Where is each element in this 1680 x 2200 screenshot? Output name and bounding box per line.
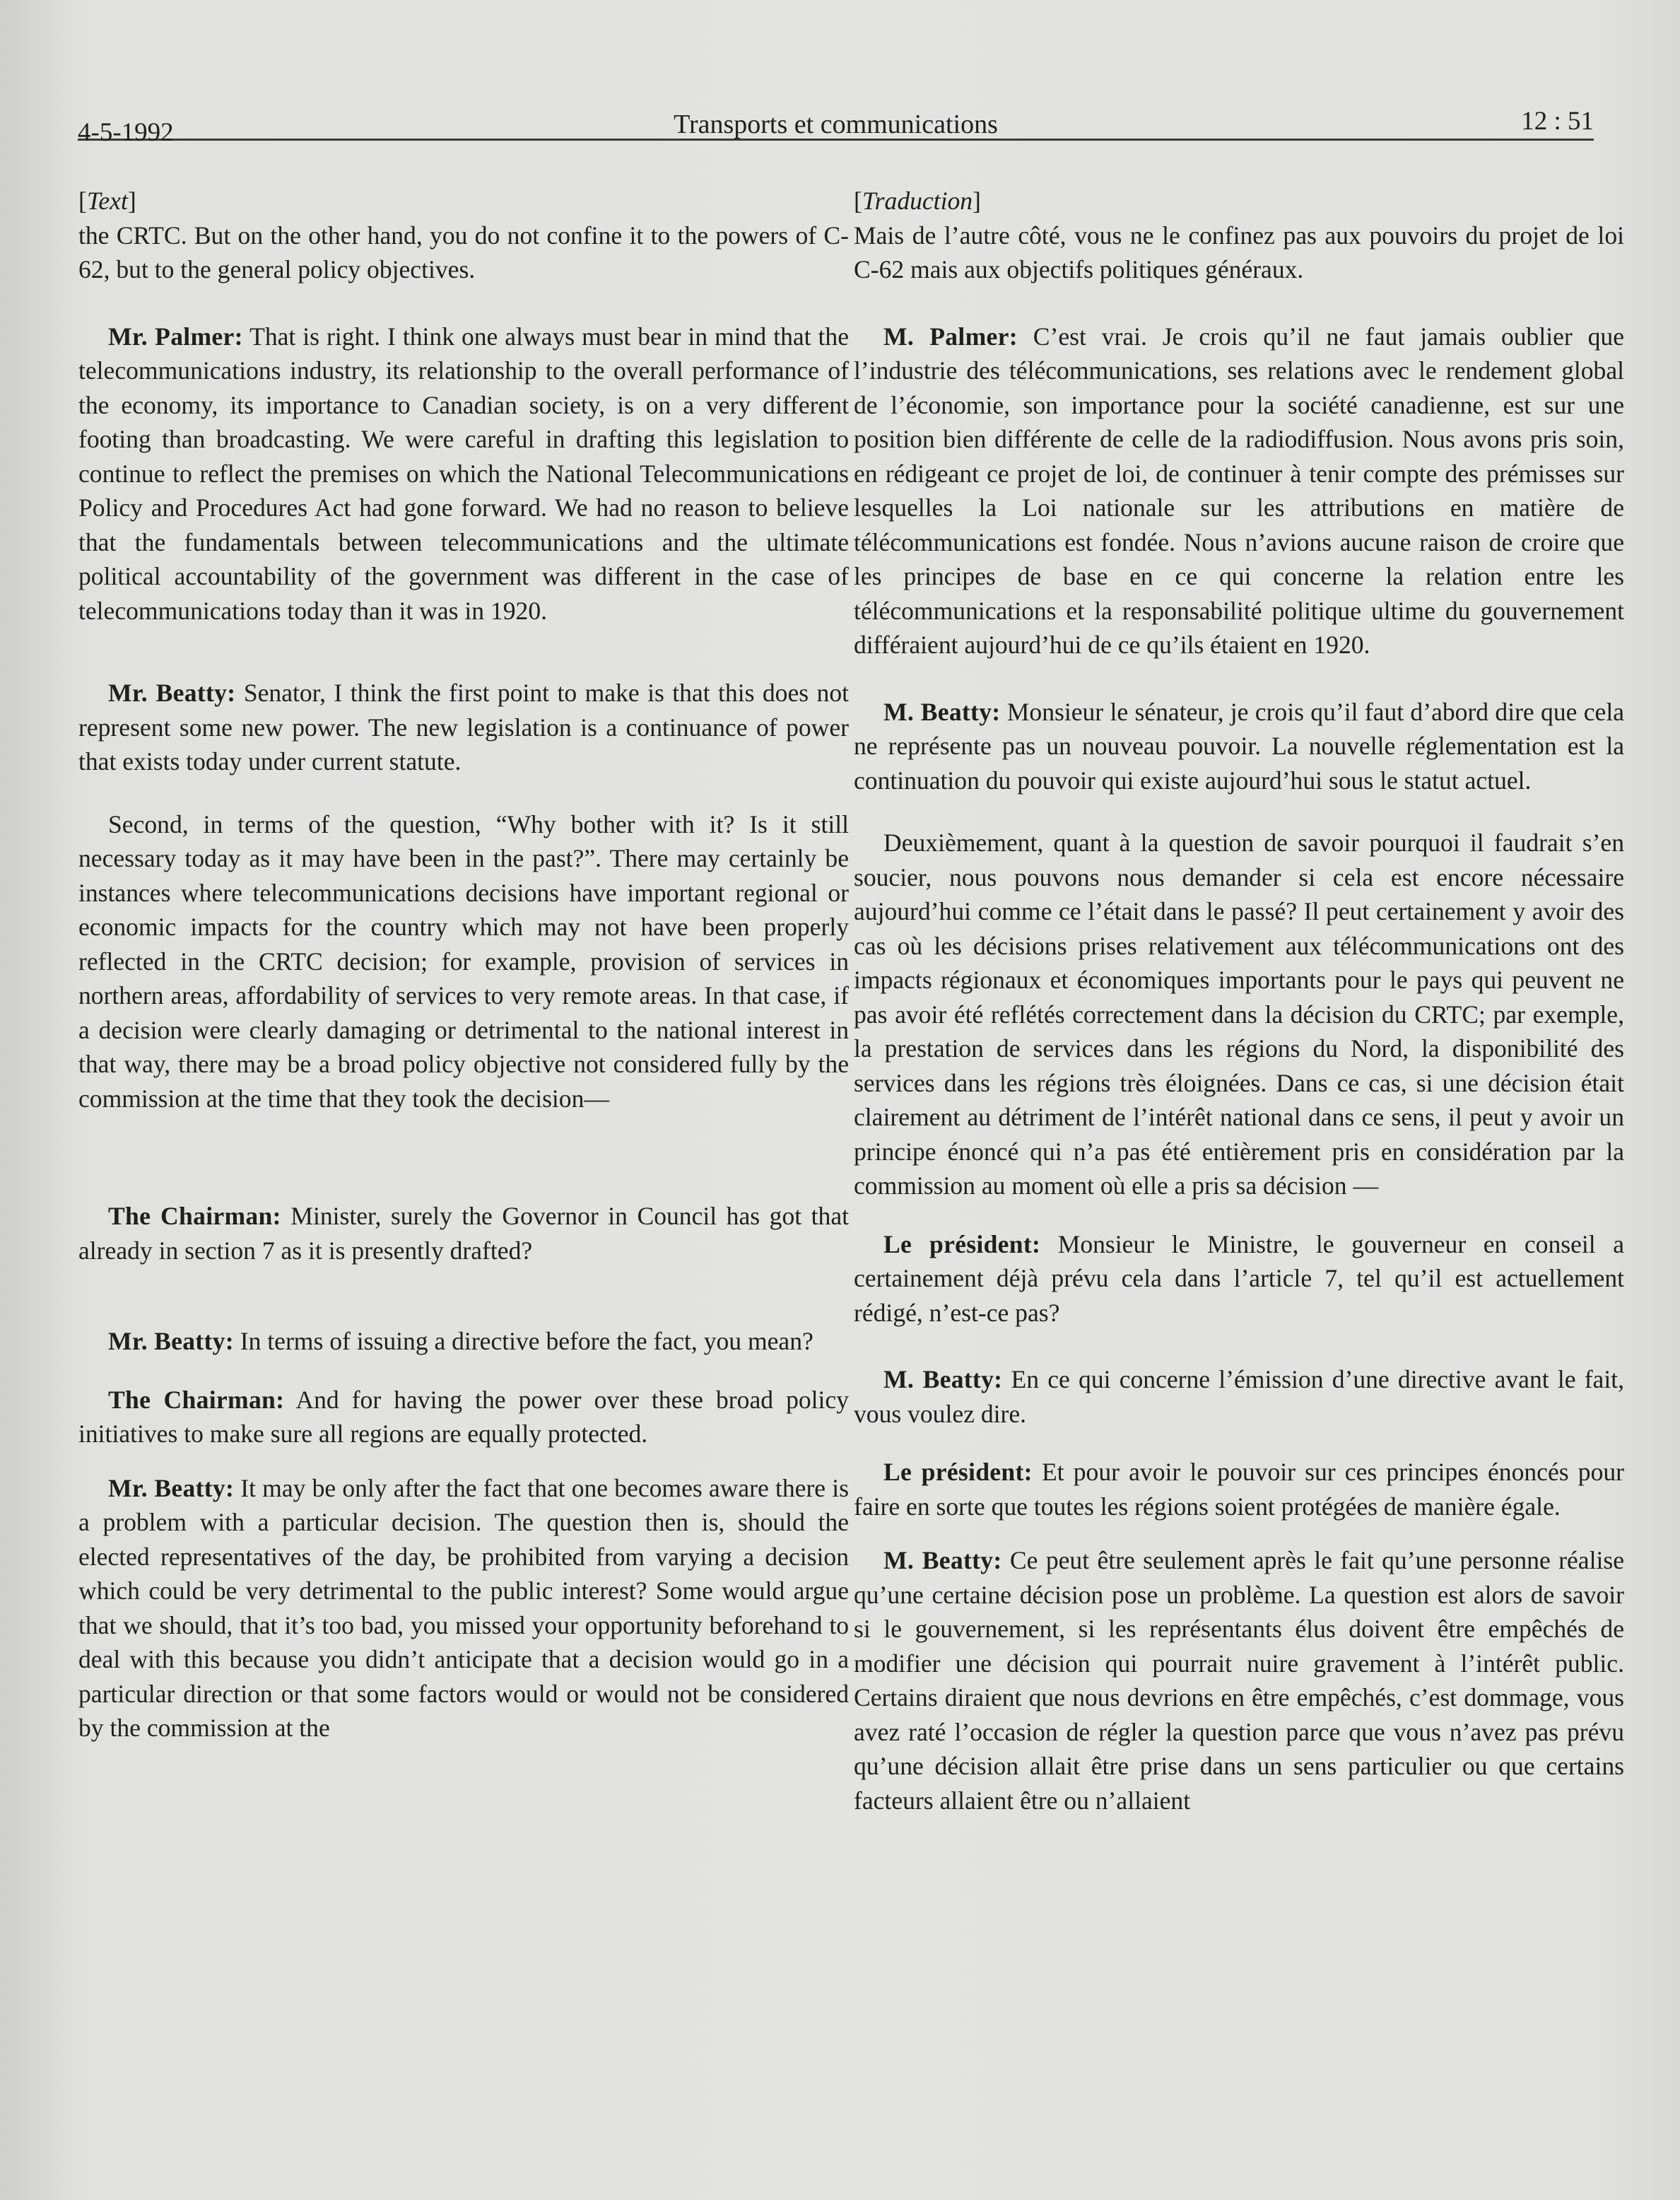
speaker-name: M. Beatty:: [883, 1365, 1003, 1393]
speech-beatty-1: [78, 676, 849, 779]
speaker-name: Mr. Beatty:: [108, 1473, 235, 1502]
speaker-name: Mr. Palmer:: [108, 322, 243, 351]
speaker-name: M. Beatty:: [883, 697, 1001, 726]
speaker-name: M. Beatty:: [883, 1546, 1002, 1574]
speaker-name: M. Palmer:: [883, 322, 1018, 351]
header-date: 4-5-1992: [78, 118, 174, 147]
paragraph-continuation: Mais de l’autre côté, vous ne le confinez pas aux pouvoirs du projet de loi C-62 mais aux objectifs politiques généraux.: [854, 221, 1624, 283]
speaker-name: Le président:: [883, 1229, 1041, 1258]
speaker-name: Mr. Beatty:: [108, 679, 236, 707]
speech-text: That is right. I think one always must bear in mind that the telecommunications industry, its relationship to the overall performance of the economy, its importance to Canadian society, is on a very different footing than broadcasting. We were careful in drafting this legislation to continue to reflect the premises on which the National Telecommunications Policy and Procedures Act had gone forward. We had no reason to believe that the fundamentals between telecommunications and the ultimate political accountability of the government was different in the case of telecommunications today than it was in 1920.: [78, 322, 849, 625]
speech-chairman-2: [78, 1383, 849, 1451]
speech-text: It may be only after the fact that one becomes aware there is a problem with a particular decision. The question then is, should the elected representatives of the day, be prohibited from varying a decision which could be very detrimental to the public interest? Some would argue that we should, that it’s too bad, you missed your opportunity beforehand to deal with this because you didn’t anticipate that a decision would go in a particular direction or that some factors would or would not be considered by the commission at the: [78, 1473, 849, 1742]
speech-beatty-2: [854, 1362, 1624, 1431]
speech-text: Minister, surely the Governor in Council has got that already in section 7 as it is presently drafted?: [78, 1202, 850, 1265]
speaker-name: The Chairman:: [108, 1202, 281, 1230]
speaker-name: Mr. Beatty:: [108, 1327, 234, 1355]
english-column: [78, 184, 849, 1745]
speech-text: Monsieur le Ministre, le gouverneur en conseil a certainement déjà prévu cela dans l’article 7, tel qu’il est actuellement rédigé, n’est-ce pas?: [854, 1229, 1625, 1327]
running-header: [78, 106, 1594, 147]
speech-beatty-3: [78, 1471, 849, 1745]
speech-text: And for having the power over these broad policy initiatives to make sure all regions are equally protected.: [78, 1385, 850, 1448]
speech-beatty-1: [854, 695, 1624, 798]
french-column: [854, 184, 1624, 1818]
speech-text: Monsieur le sénateur, je crois qu’il faut d’abord dire que cela ne représente pas un nouveau pouvoir. La nouvelle réglementation est la continuation du pouvoir qui existe aujourd’hui sous le statut actuel.: [854, 697, 1624, 795]
speech-text: In terms of issuing a directive before the fact, you mean?: [233, 1327, 813, 1355]
speech-beatty-2: [78, 1324, 849, 1359]
language-tag-text: Traduction: [862, 187, 973, 215]
speech-text: C’est vrai. Je crois qu’il ne faut jamais oublier que l’industrie des télécommunications, ses relations avec le rendement global de l’économie, son importance pour la société canadienne, est sur une position bien différente de celle de la radiodiffusion. Nous avons pris soin, en rédigeant ce projet de loi, de continuer à tenir compte des prémisses sur lesquelles la Loi nationale sur les attributions en matière de télécommunications est fondée. Nous n’avions aucune raison de croire que les principes de base en ce qui concerne la relation entre les télécommunications et la responsabilité politique ultime du gouvernement différaient aujourd’hui de ce qu’ils étaient en 1920.: [854, 322, 1624, 659]
paragraph-continuation: the CRTC. But on the other hand, you do not confine it to the powers of C-62, but to the general policy objectives.: [78, 221, 849, 283]
header-page-number: 12 : 51: [1521, 107, 1594, 136]
speaker-name: Le président:: [883, 1458, 1033, 1486]
speech-chairman-1: [78, 1199, 849, 1268]
language-tag-text: Text: [86, 187, 128, 215]
speech-beatty-continued: Second, in terms of the question, “Why bother with it? Is it still necessary today as it may have been in the past?”. There may certainly be instances where telecommunications decisions have important regional or economic impacts for the country which may not have been properly reflected in the CRTC decision; for example, provision of services in northern areas, affordability of services to very remote areas. In that case, if a decision were clearly damaging or detrimental to the national interest in that way, there may be a broad policy objective not considered fully by the commission at the time that they took the decision—: [78, 809, 849, 1113]
language-tag: [Traduction]: [854, 187, 981, 215]
speech-text: Senator, I think the first point to make is that this does not represent some new power. The new legislation is a continuance of power that exists today under current statute.: [78, 679, 849, 776]
language-tag: [Text]: [78, 187, 136, 215]
speech-chairman-2: [854, 1455, 1624, 1523]
speech-text: En ce qui concerne l’émission d’une directive avant le fait, vous voulez dire.: [854, 1365, 1624, 1428]
speech-text: Et pour avoir le pouvoir sur ces principes énoncés pour faire en sorte que toutes les régions soient protégées de manière égale.: [854, 1458, 1624, 1521]
header-journal-title: Transports et communications: [674, 110, 998, 139]
speech-beatty-3: [854, 1543, 1624, 1818]
speech-text: Ce peut être seulement après le fait qu’une personne réalise qu’une certaine décision pose un problème. La question est alors de savoir si le gouvernement, si les représentants élus doivent être empêchés de modifier une décision qui pourrait nuire gravement à l’intérêt public. Certains diraient que nous devrions en être empêchés, c’est dommage, vous avez raté l’occasion de régler la question parce que vous n’avez pas prévu qu’une décision allait être prise dans un sens particulier ou que certains facteurs allaient être ou n’allaient: [854, 1546, 1624, 1815]
speech-chairman-1: [854, 1227, 1624, 1330]
speech-beatty-continued: Deuxièmement, quant à la question de savoir pourquoi il faudrait s’en soucier, nous pouvons nous demander si cela est encore nécessaire aujourd’hui comme ce l’était dans le passé? Il peut certainement y avoir des cas où les décisions prises relativement aux télécommunications ont des impacts régionaux et économiques importants pour le pays qui peuvent ne pas avoir été reflétés correctement dans la décision du CRTC; par exemple, la prestation de services dans les régions du Nord, la disponibilité des services dans les régions très éloignées. Dans ce cas, si une décision était clairement au détriment de l’intérêt national dans ce sens, il peut y avoir un principe énoncé qui n’a pas été entièrement pris en considération par la commission au moment où elle a pris sa décision —: [854, 829, 1624, 1200]
speaker-name: The Chairman:: [108, 1385, 285, 1414]
speech-palmer: [854, 320, 1624, 662]
speech-palmer: [78, 320, 849, 628]
